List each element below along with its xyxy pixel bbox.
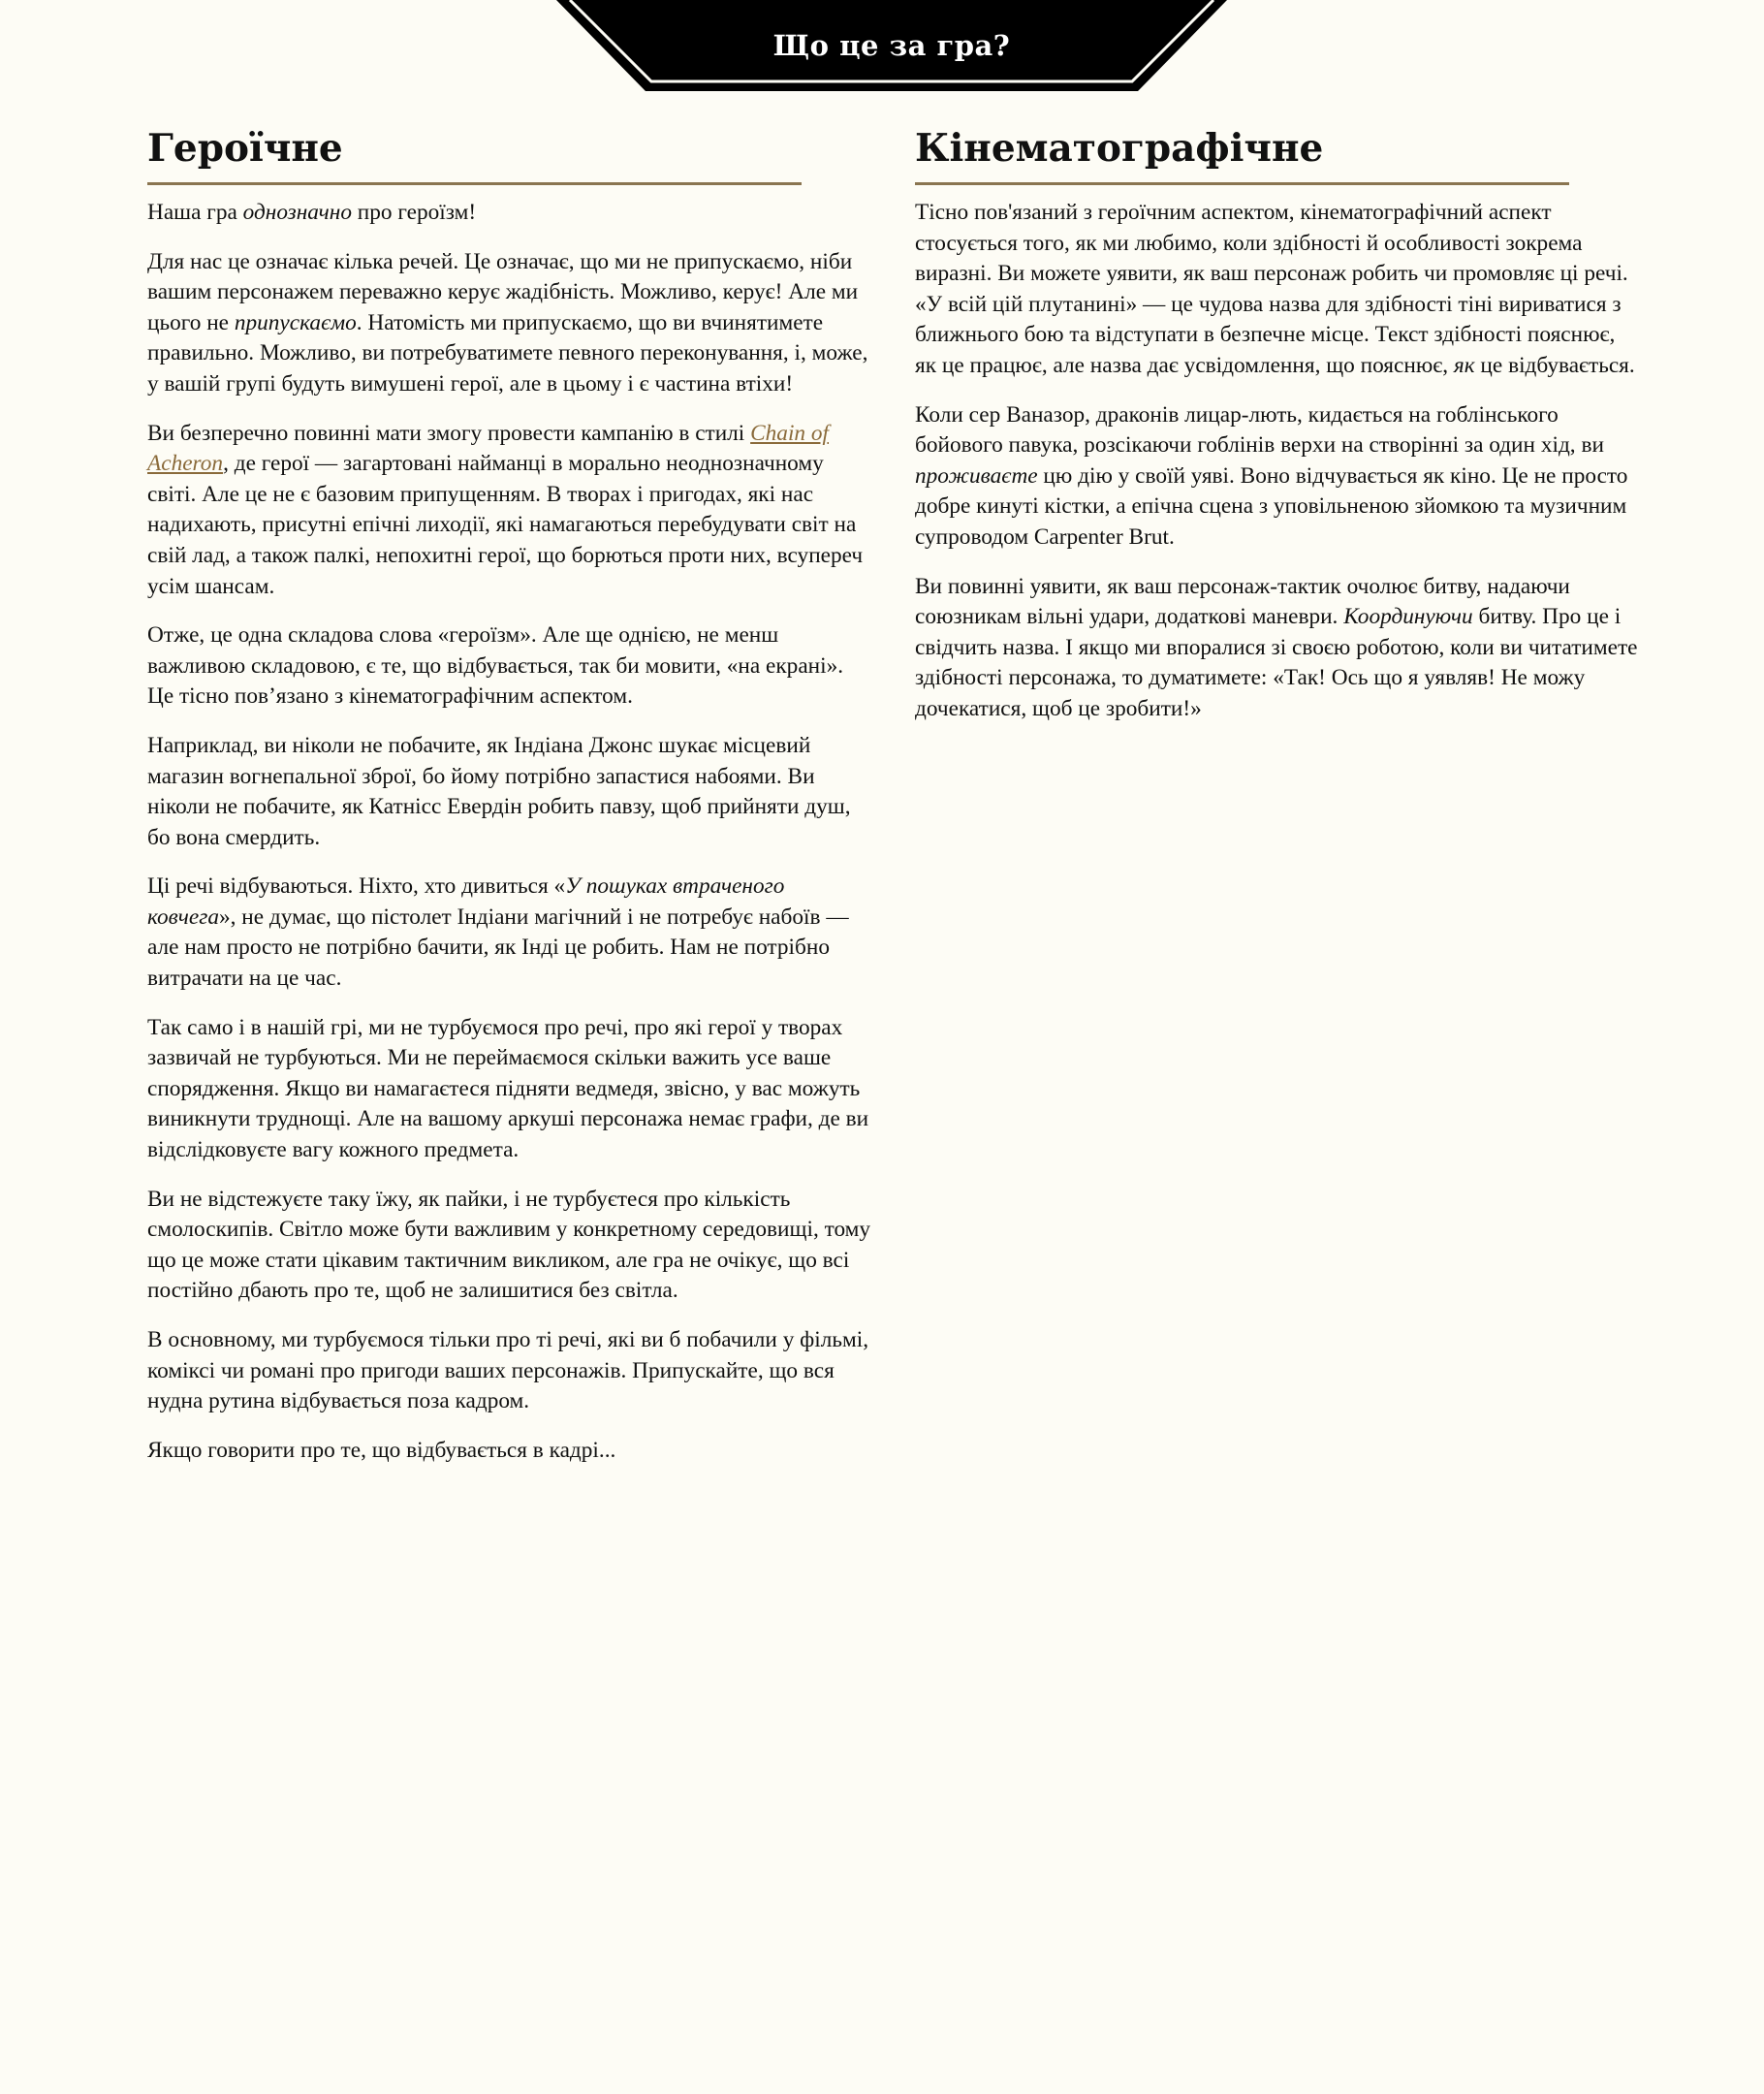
heading-divider bbox=[915, 182, 1569, 185]
paragraph: Ви безперечно повинні мати змогу провести кампанію в стилі Chain of Acheron, де герої — загартовані найманці в морально неоднозначному світі. Але це не є базовим припущенням. В творах і пригодах, які нас надихають, присутні епічні лиходії, які намагаються перебудувати світ на свій лад, а також палкі, непохитні герої, що борються проти них, всупереч усім шансам. bbox=[147, 420, 864, 599]
paragraph: Отже, це одна складова слова «героїзм». Але ще однією, не менш важливою складовою, є те, що відбувається, так би мовити, «на екрані». Це тісно пов’язано з кінематографічним аспектом. bbox=[147, 622, 844, 710]
paragraph: В основному, ми турбуємося тільки про ті речі, які ви б побачили у фільмі, коміксі чи романі про пригоди ваших персонажів. Припускайте, що вся нудна рутина відбувається поза кадром. bbox=[147, 1327, 869, 1414]
paragraph: Коли сер Ваназор, драконів лицар-лють, кидається на гоблінського бойового павука, розсікаючи гоблінів верхи на створінні за один хід, ви проживаєте цю дію у своїй уяві. Воно відчувається як кіно. Це не просто добре кинуті кістки, а епічна сцена з уповільненою зйомкою та музичним супроводом Carpenter Brut. bbox=[915, 401, 1628, 550]
chain-of-acheron-link[interactable]: Chain of Acheron bbox=[147, 420, 830, 477]
chapter-title: Що це за гра? bbox=[772, 29, 1011, 62]
paragraph: Якщо говорити про те, що відбувається в кадрі... bbox=[147, 1437, 616, 1463]
paragraph: Для нас це означає кілька речей. Це означає, що ми не припускаємо, ніби вашим персонажем переважно керує жадібність. Можливо, керує! Але ми цього не припускаємо. Натомість ми припускаємо, що ви вчинятимете правильно. Можливо, ви потребуватимете певного переконування, і, може, у вашій групі будуть вимушені герої, але в цьому і є частина втіхи! bbox=[147, 248, 868, 397]
paragraph: Ви не відстежуєте таку їжу, як пайки, і не турбуєтеся про кількість смолоскипів. Світло може бути важливим у конкретному середовищі, тому що це може стати цікавим тактичним викликом, але гра не очікує, що всі постійно дбають про те, щоб не залишитися без світла. bbox=[147, 1186, 871, 1304]
section-heading-cinematic: Кінематографічне bbox=[915, 126, 1324, 171]
paragraph: Наша гра однозначно про героїзм! bbox=[147, 200, 477, 225]
chapter-banner bbox=[556, 0, 1227, 91]
paragraph: Наприклад, ви ніколи не побачите, як Індіана Джонс шукає місцевий магазин вогнепальної зброї, бо йому потрібно запастися набоями. Ви ніколи не побачите, як Катнісс Евердін робить павзу, щоб прийняти душ, бо вона смердить. bbox=[147, 732, 851, 850]
heroic-column bbox=[147, 124, 874, 1484]
cinematic-column bbox=[915, 124, 1642, 744]
paragraph: Ви повинні уявити, як ваш персонаж-тактик очолює битву, надаючи союзникам вільні удари, додаткові маневри. Координуючи битву. Про це і свідчить назва. І якщо ми впоралися зі своєю роботою, коли ви читатимете здібності персонажа, то думатимете: «Так! Ось що я уявляв! Не можу дочекатися, щоб це зробити!» bbox=[915, 573, 1638, 721]
paragraph: Ці речі відбуваються. Ніхто, хто дивиться «У пошуках втраченого ковчега», не думає, що пістолет Індіани магічний і не потребує набоїв — але нам просто не потрібно бачити, як Інді це робить. Нам не потрібно витрачати на це час. bbox=[147, 873, 849, 992]
section-heading-heroic: Героїчне bbox=[147, 126, 343, 171]
paragraph: Тісно пов'язаний з героїчним аспектом, кінематографічний аспект стосується того, як ми любимо, коли здібності й особливості зокрема виразні. Ви можете уявити, як ваш персонаж робить чи промовляє ці речі. «У всій цій плутанині» — це чудова назва для здібності тіні вириватися з ближнього бою та відступати в безпечне місце. Текст здібності пояснює, як це працює, але назва дає усвідомлення, що пояснює, як це відбувається. bbox=[915, 200, 1635, 378]
heading-divider bbox=[147, 182, 802, 185]
paragraph: Так само і в нашій грі, ми не турбуємося про речі, про які герої у творах зазвичай не турбуються. Ми не переймаємося скільки важить усе ваше спорядження. Якщо ви намагаєтеся підняти ведмедя, звісно, у вас можуть виникнути труднощі. Але на вашому аркуші персонажа немає графи, де ви відслідковуєте вагу кожного предмета. bbox=[147, 1014, 869, 1163]
